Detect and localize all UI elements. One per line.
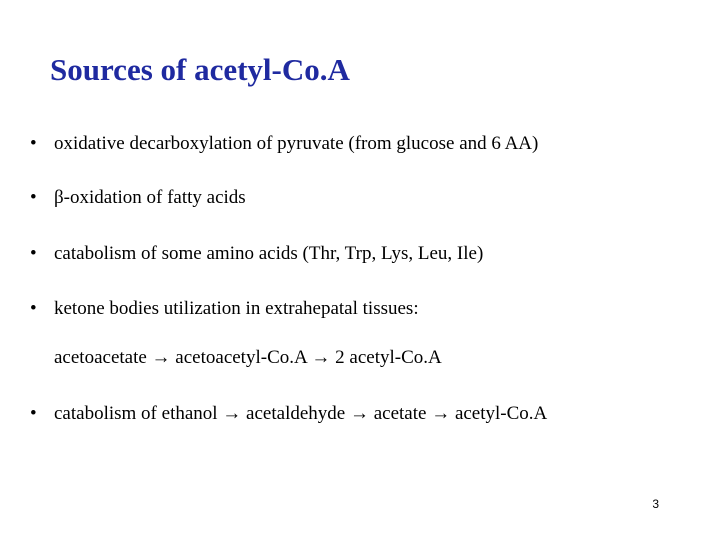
bullet-item-amino-acids [30, 243, 483, 265]
bullet-text: ketone bodies utilization in extrahepatal tissues: [54, 298, 419, 319]
bullet-item-ketone-bodies [30, 298, 419, 320]
bullet-text: catabolism of some amino acids (Thr, Trp, Lys, Leu, Ile) [54, 243, 484, 264]
bullet-dot: • [30, 187, 37, 208]
bullet-item-ethanol [30, 403, 547, 425]
page-number: 3 [652, 497, 659, 511]
slide-title: Sources of acetyl-Co.A [50, 52, 350, 87]
bullet-dot: • [30, 403, 37, 424]
bullet-dot: • [30, 243, 37, 264]
bullet-dot: • [30, 298, 37, 319]
bullet-dot: • [30, 133, 37, 154]
bullet-text: oxidative decarboxylation of pyruvate (from glucose and 6 AA) [54, 133, 539, 154]
bullet-item-pyruvate [30, 133, 538, 155]
bullet-text: β-oxidation of fatty acids [54, 187, 246, 208]
ketone-pathway-line: acetoacetate → acetoacetyl-Co.A → 2 acetyl-Co.A [54, 347, 442, 368]
bullet-item-beta-oxidation [30, 187, 246, 209]
bullet-text: catabolism of ethanol → acetaldehyde → acetate → acetyl-Co.A [54, 403, 548, 424]
